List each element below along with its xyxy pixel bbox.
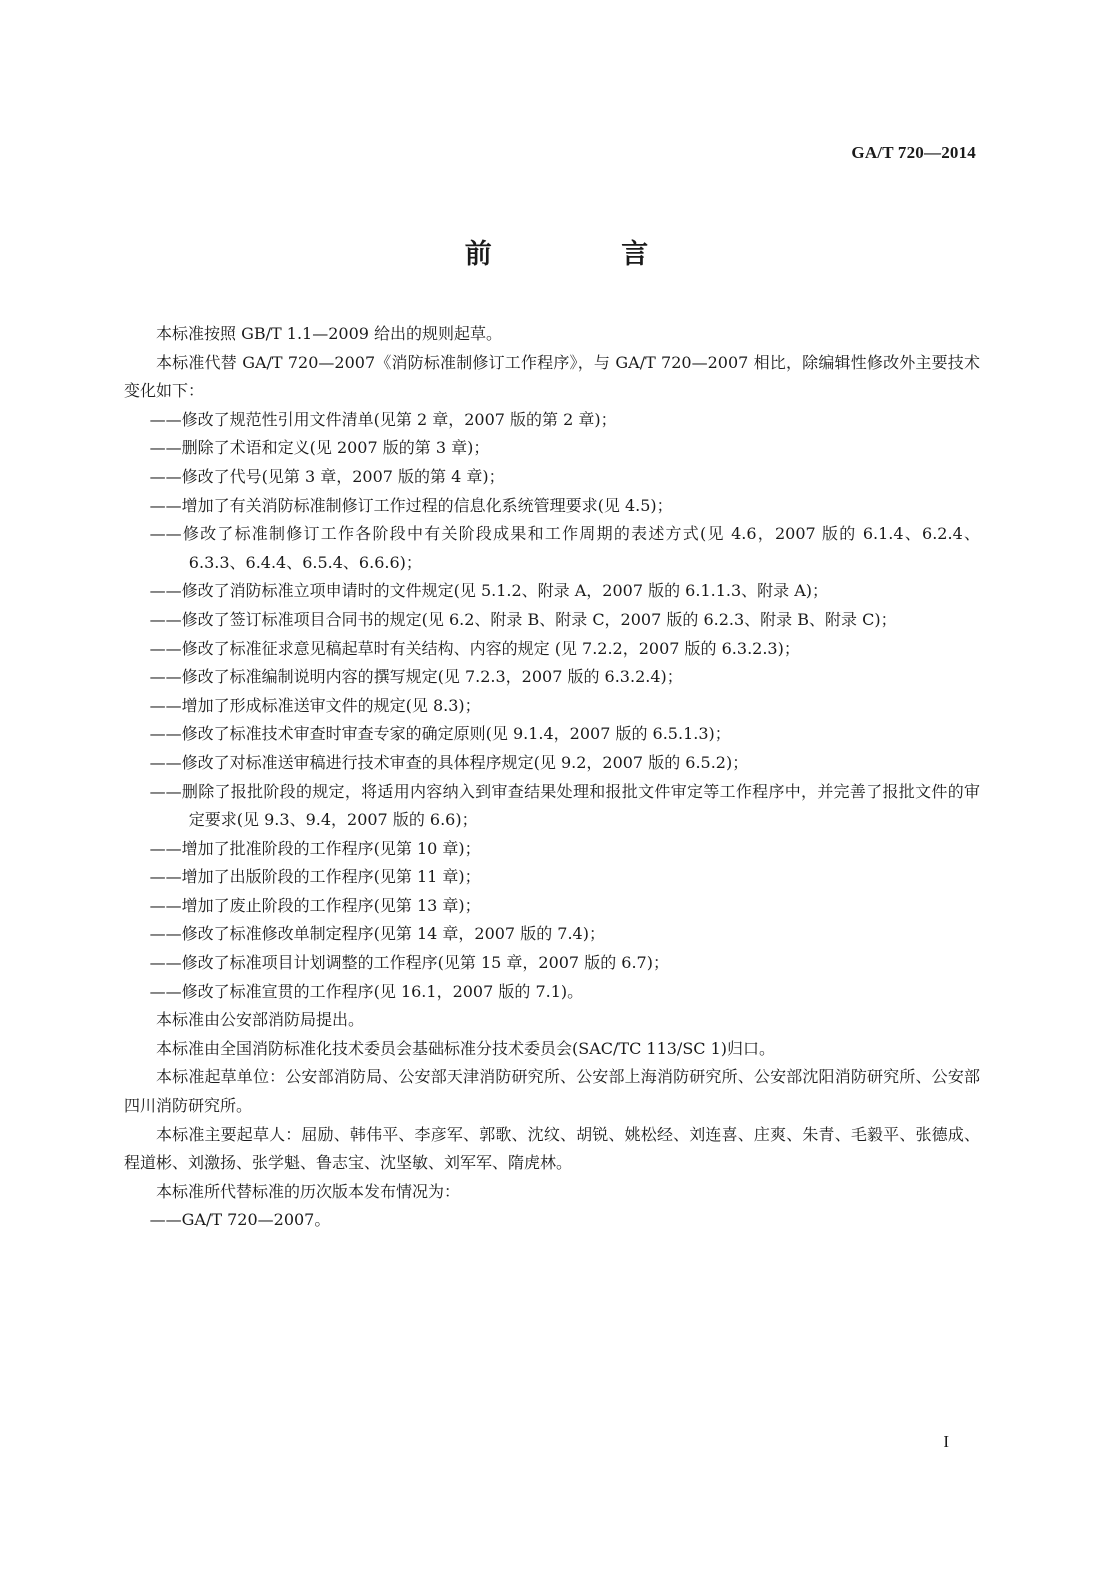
history-item: ——GA/T 720—2007。 <box>149 1210 331 1230</box>
change-item: ——修改了标准项目计划调整的工作程序(见第 15 章，2007 版的 6.7)； <box>149 953 669 973</box>
page-number: I <box>943 1432 949 1451</box>
change-item: ——修改了签订标准项目合同书的规定(见 6.2、附录 B、附录 C，2007 版的 6.2.3、附录 B、附录 C)； <box>149 609 897 629</box>
paragraph-drafting-units: 本标准起草单位：公安部消防局、公安部天津消防研究所、公安部上海消防研究所、公安部沈阳消防研究所、公安部四川消防研究所。 <box>124 1067 980 1116</box>
change-item: ——修改了消防标准立项申请时的文件规定(见 5.1.2、附录 A，2007 版的 6.1.1.3、附录 A)； <box>149 581 829 601</box>
paragraph-centralized: 本标准由全国消防标准化技术委员会基础标准分技术委员会(SAC/TC 113/SC 1)归口。 <box>156 1038 776 1058</box>
change-item: ——修改了对标准送审稿进行技术审查的具体程序规定(见 9.2，2007 版的 6.5.2)； <box>149 752 749 772</box>
paragraph-replacement: 本标准代替 GA/T 720—2007《消防标准制修订工作程序》，与 GA/T 720—2007 相比，除编辑性修改外主要技术变化如下： <box>124 352 980 401</box>
change-item: ——增加了形成标准送审文件的规定(见 8.3)； <box>149 695 481 715</box>
standard-code: GA/T 720—2014 <box>851 143 976 162</box>
change-item: ——修改了标准修改单制定程序(见第 14 章，2007 版的 7.4)； <box>149 924 605 944</box>
change-item: ——删除了报批阶段的规定，将适用内容纳入到审查结果处理和报批文件审定等工作程序中，并完善了报批文件的审定要求(见 9.3、9.4，2007 版的 6.6)； <box>149 781 980 830</box>
change-item: ——增加了批准阶段的工作程序(见第 10 章)； <box>149 838 481 858</box>
change-item: ——修改了标准宣贯的工作程序(见 16.1，2007 版的 7.1)。 <box>149 981 584 1001</box>
change-item: ——修改了标准制修订工作各阶段中有关阶段成果和工作周期的表述方式(见 4.6，2007 版的 6.1.4、6.2.4、6.3.3、6.4.4、6.5.4、6.6.6)； <box>149 524 980 572</box>
paragraph-drafting-rules: 本标准按照 GB/T 1.1—2009 给出的规则起草。 <box>156 324 503 343</box>
paragraph-history: 本标准所代替标准的历次版本发布情况为： <box>156 1181 461 1201</box>
change-item: ——修改了标准技术审查时审查专家的确定原则(见 9.1.4，2007 版的 6.5.1.3)； <box>149 724 731 744</box>
change-item: ——删除了术语和定义(见 2007 版的第 3 章)； <box>149 438 490 458</box>
change-item: ——增加了废止阶段的工作程序(见第 13 章)； <box>149 895 481 915</box>
change-item: ——修改了代号(见第 3 章，2007 版的第 4 章)； <box>149 466 505 486</box>
change-item: ——修改了标准征求意见稿起草时有关结构、内容的规定 (见 7.2.2，2007 版的 6.3.2.3)； <box>149 638 800 658</box>
change-item: ——修改了标准编制说明内容的撰写规定(见 7.2.3，2007 版的 6.3.2.4)； <box>149 667 683 687</box>
page-title: 前 言 <box>464 239 709 270</box>
foreword-body <box>124 320 980 1235</box>
paragraph-proposer: 本标准由公安部消防局提出。 <box>156 1010 365 1030</box>
paragraph-drafters: 本标准主要起草人：屈励、韩伟平、李彦军、郭歌、沈纹、胡锐、姚松经、刘连喜、庄爽、朱青、毛毅平、张德成、程道彬、刘激扬、张学魁、鲁志宝、沈坚敏、刘军军、隋虎林。 <box>124 1124 980 1173</box>
change-item: ——修改了规范性引用文件清单(见第 2 章，2007 版的第 2 章)； <box>149 409 617 429</box>
change-item: ——增加了出版阶段的工作程序(见第 11 章)； <box>149 867 481 887</box>
change-item: ——增加了有关消防标准制修订工作过程的信息化系统管理要求(见 4.5)； <box>149 495 673 515</box>
